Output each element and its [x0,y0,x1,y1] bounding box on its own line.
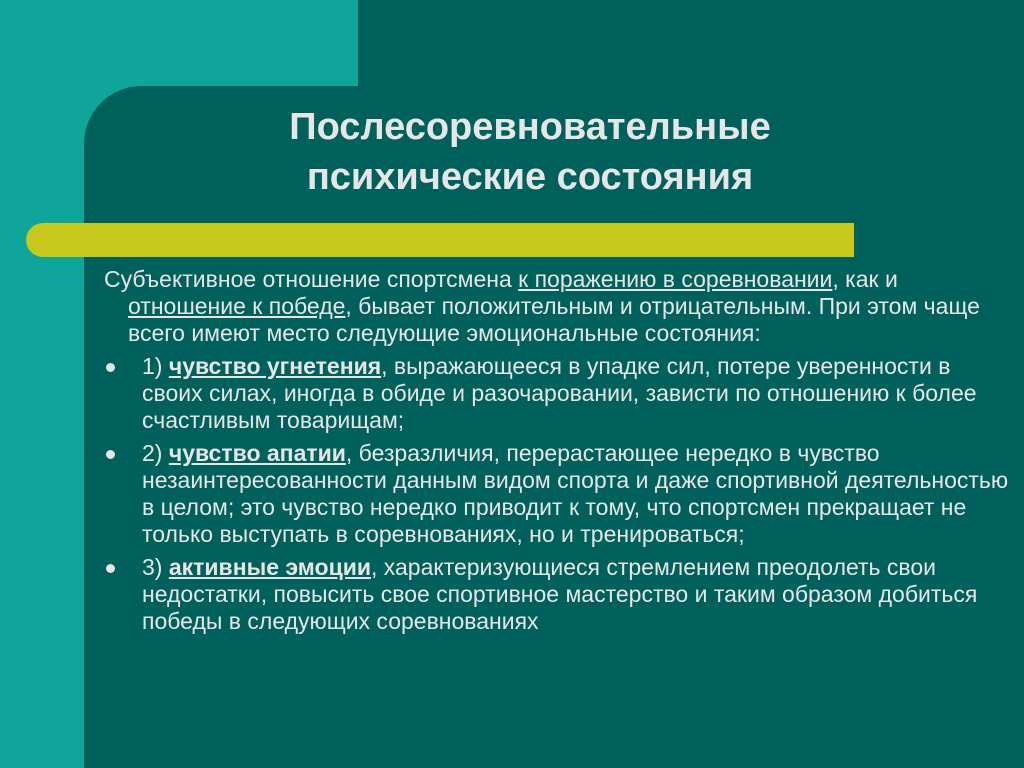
intro-underlined-victory: отношение к победе [128,293,346,319]
item-text: , характеризующиеся стремлением преодолеть свои недостатки, повысить свое спортивное мастерство и таким образом добиться победы в следующих соревнованиях [142,554,978,634]
item-term: чувство угнетения [168,353,382,379]
intro-text-2: , как и [832,266,898,292]
item-term: чувство апатии [168,440,346,466]
slide-body [104,266,1016,641]
item-text: , безразличия, перерастающее нередко в чувство незаинтересованности данным видом спорта и даже спортивной деятельностью в целом; это чувство нередко приводит к тому, что спортсмен прекращает не только выступать в соревнованиях, но и тренироваться; [142,440,1009,547]
accent-bar [26,223,854,257]
list-item-depression [104,353,1016,434]
title-line-2: психические состояния [306,156,754,198]
item-term: активные эмоции [168,554,371,580]
list-item-apathy [104,440,1016,548]
intro-paragraph [104,266,1016,347]
background-top-right-block [358,0,1024,86]
bullet-icon [106,564,115,573]
item-number: 2) [142,440,169,466]
item-number: 3) [142,554,169,580]
list-item-active-emotions [104,554,1016,635]
slide-title [150,102,910,202]
intro-underlined-defeat: к поражению в соревновании [518,266,833,292]
item-number: 1) [142,353,169,379]
item-text: , выражающееся в упадке сил, потере уверенности в своих силах, иногда в обиде и разочаровании, зависти по отношению к более счастливым товарищам; [142,353,977,433]
intro-text-3: , бывает положительным и отрицательным. При этом чаще всего имеют место следующие эмоциональные состояния: [128,293,980,346]
bullet-icon [106,363,115,372]
bullet-icon [106,450,115,459]
title-line-1: Послесоревновательные [289,106,771,148]
intro-text-1: Субъективное отношение спортсмена [104,266,519,292]
